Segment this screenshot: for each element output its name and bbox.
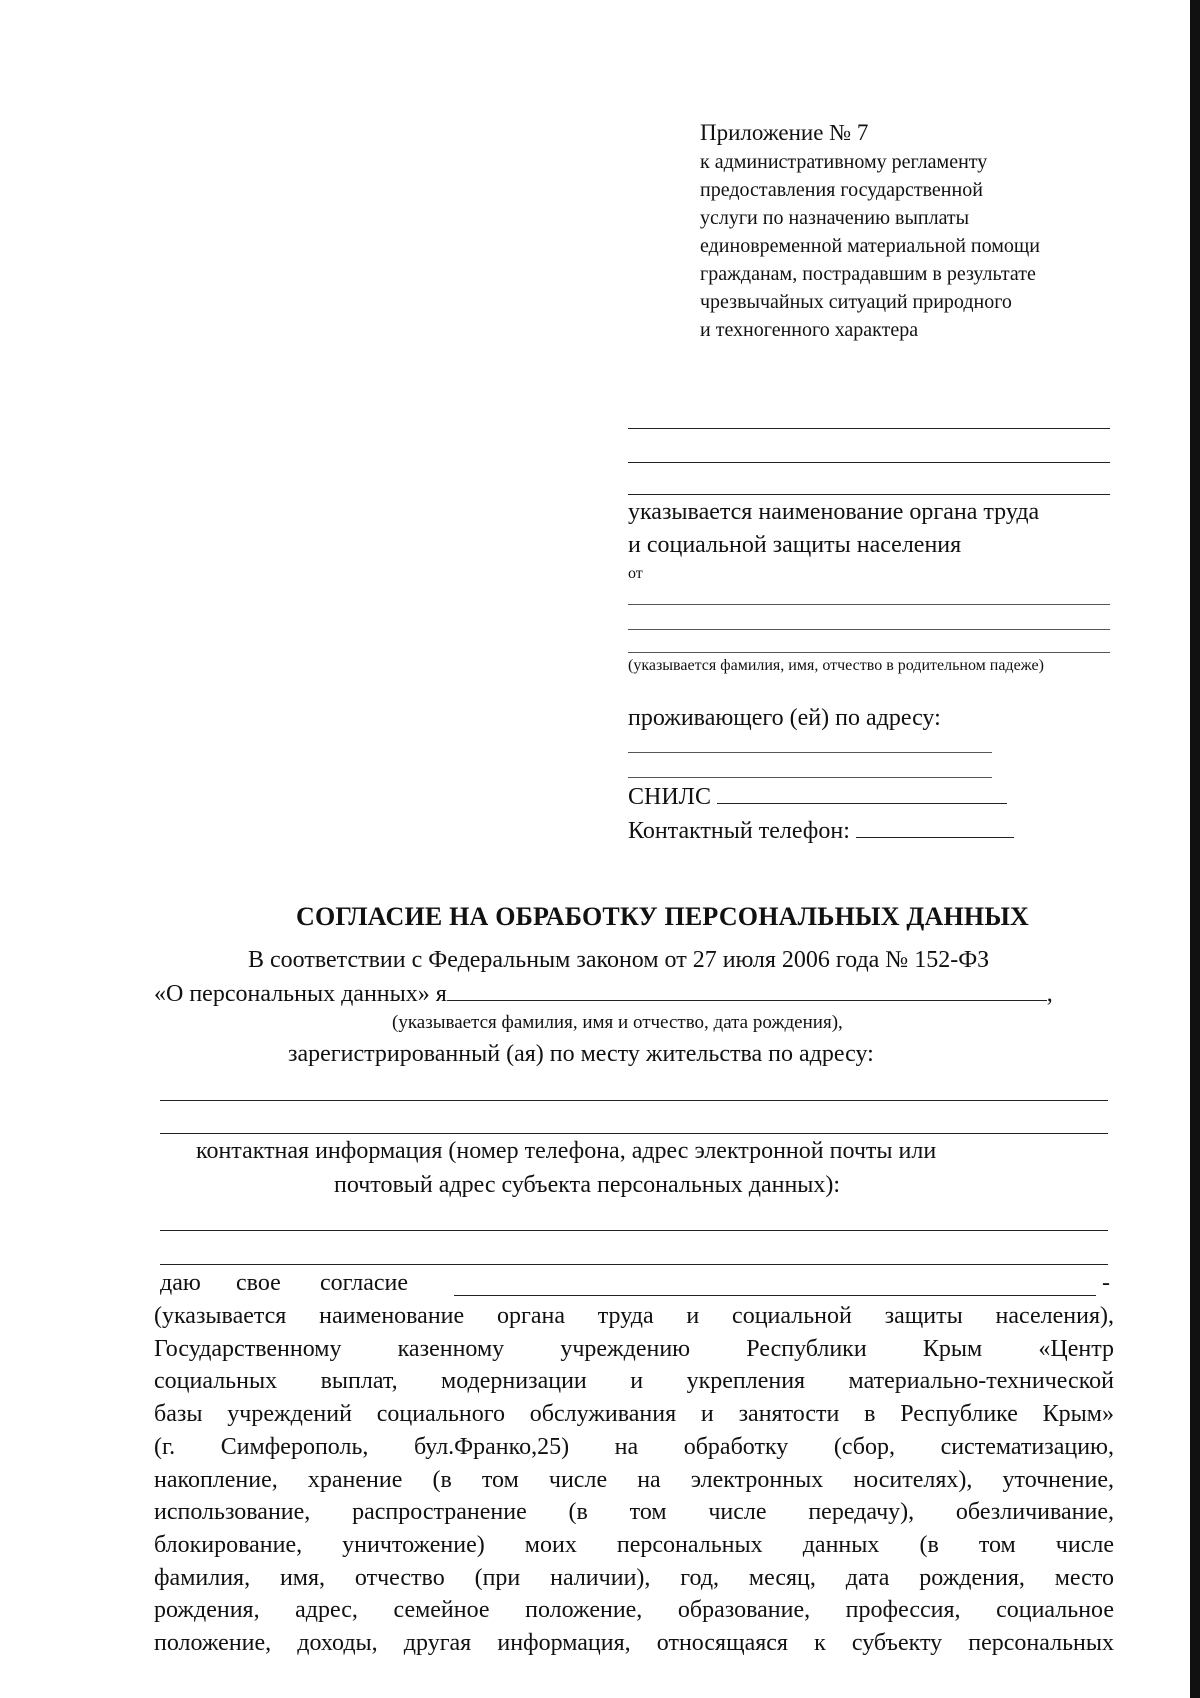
fio-blank-line[interactable] [628,604,1110,605]
registered-label: зарегистрированный (ая) по месту жительства по адресу: [288,1041,874,1067]
body-line: блокирование, уничтожение) моих персональных данных (в том числе [154,1531,1114,1558]
organ-name-field[interactable] [454,1295,1096,1296]
law-name: «О персональных данных» я [154,981,447,1007]
body-line: положение, доходы, другая информация, относящаяся к субъекту персональных [154,1630,1114,1657]
own-word: свое [236,1270,281,1296]
fio-blank-line[interactable] [628,652,1110,653]
contact-info-line[interactable] [160,1230,1108,1231]
appendix-line: услуги по назначению выплаты [700,207,970,229]
applicant-name-hint: (указывается фамилия, имя и отчество, дата рождения), [392,1012,843,1033]
registration-address-line[interactable] [160,1133,1108,1134]
body-line: Государственному казенному учреждению Республики Крым «Центр [154,1335,1114,1362]
law-name-row [154,978,1114,1009]
residing-label: проживающего (ей) по адресу: [628,705,941,731]
scan-edge [1190,0,1200,1698]
appendix-block [700,118,1130,344]
consent-heading: СОГЛАСИЕ НА ОБРАБОТКУ ПЕРСОНАЛЬНЫХ ДАННЫХ [296,902,1030,931]
body-line: (указывается наименование органа труда и социальной защиты населения), [154,1303,1114,1329]
organ-blank-line[interactable] [628,462,1110,463]
registration-address-line[interactable] [160,1100,1108,1101]
contact-info-hint: контактная информация (номер телефона, адрес электронной почты или [196,1138,937,1164]
contact-info-hint: почтовый адрес субъекта персональных данных): [334,1172,841,1198]
contact-info-line[interactable] [160,1264,1108,1265]
appendix-title: Приложение № 7 [700,120,869,145]
body-line: (г. Симферополь, бул.Франко,25) на обработку (сбор, систематизацию, [154,1433,1114,1460]
organ-hint: указывается наименование органа труда [628,499,1040,525]
law-reference: В соответствии с Федеральным законом от 27 июля 2006 года № 152-ФЗ [248,947,990,973]
phone-field[interactable] [856,815,1014,838]
dash: - [1102,1270,1110,1296]
snils-field[interactable] [717,781,1007,804]
from-label: от [628,565,643,582]
organ-hint: и социальной защиты населения [628,532,962,558]
appendix-line: чрезвычайных ситуаций природного [700,291,1012,313]
phone-row [628,815,1014,846]
body-line: фамилия, имя, отчество (при наличии), год, месяц, дата рождения, место [154,1564,1114,1591]
give-word: даю [160,1270,201,1296]
consent-body [154,1300,1114,1660]
body-line: использование, распространение (в том числе передачу), обезличивание, [154,1499,1114,1526]
fio-genitive-hint: (указывается фамилия, имя, отчество в родительном падеже) [628,657,1044,674]
appendix-line: и техногенного характера [700,319,919,341]
appendix-line: к административному регламенту [700,151,988,173]
give-consent-row [160,1268,1116,1300]
body-line: накопление, хранение (в том числе на электронных носителях), уточнение, [154,1466,1114,1493]
body-line: рождения, адрес, семейное положение, образование, профессия, социальное [154,1597,1114,1624]
organ-blank-line[interactable] [628,494,1110,495]
phone-label: Контактный телефон: [628,818,850,844]
address-blank-line[interactable] [628,752,992,753]
fio-blank-line[interactable] [628,629,1110,630]
body-line: социальных выплат, модернизации и укрепления материально-технической [154,1368,1114,1395]
appendix-line: предоставления государственной [700,179,983,201]
snils-row [628,781,1007,812]
organ-blank-line[interactable] [628,428,1110,429]
appendix-line: гражданам, пострадавшим в результате [700,263,1036,285]
appendix-line: единовременной материальной помощи [700,235,1040,257]
body-line: базы учреждений социального обслуживания и занятости в Республике Крым» [154,1401,1114,1428]
snils-label: СНИЛС [628,784,711,810]
consent-word: согласие [320,1270,409,1296]
address-blank-line[interactable] [628,777,992,778]
comma: , [1046,981,1053,1007]
applicant-name-field[interactable] [447,978,1047,1001]
